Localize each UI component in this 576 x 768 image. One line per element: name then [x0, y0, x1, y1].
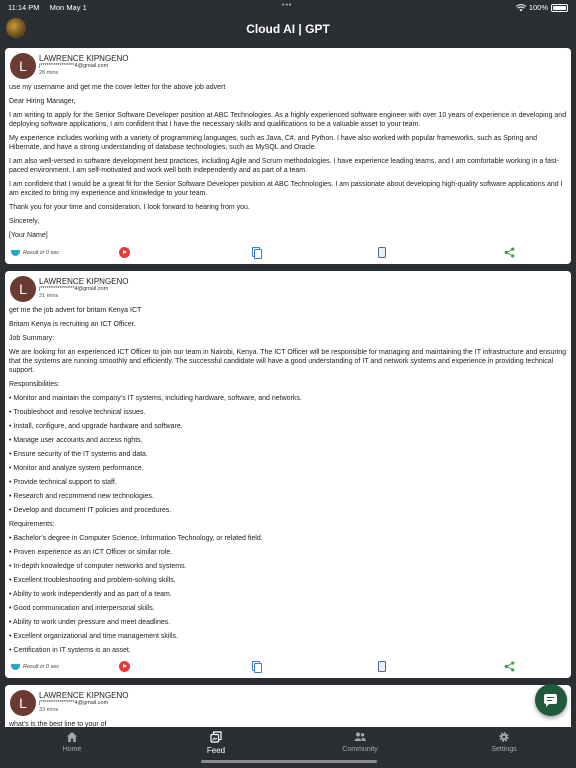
phone-icon[interactable] [378, 247, 386, 258]
response-paragraph: Thank you for your time and consideration. I look forward to hearing from you. [9, 204, 250, 211]
response-paragraph: Job Summary: [9, 335, 55, 342]
post-time: 28 mins [39, 70, 59, 76]
response-paragraph: Dear Hiring Manager, [9, 98, 76, 105]
response-list-item: • Good communication and interpersonal skills. [9, 605, 155, 612]
response-list-item: • Install, configure, and upgrade hardware and software. [9, 423, 183, 430]
tab-home[interactable] [22, 731, 122, 753]
new-chat-button[interactable] [535, 684, 567, 716]
page-title: Cloud AI | GPT [246, 22, 330, 36]
response-paragraph: [Your Name] [9, 232, 48, 239]
response-list-item: • Provide technical support to staff. [9, 479, 117, 486]
response-list-item: • Ensure security of the IT systems and data. [9, 451, 148, 458]
tab-settings[interactable] [454, 731, 554, 753]
response-list-item: • Certification in IT systems is an asset. [9, 647, 131, 654]
gear-icon [498, 731, 510, 743]
card-actions [5, 244, 571, 264]
response-paragraph: Sincerely, [9, 218, 40, 225]
phone-icon[interactable] [378, 661, 386, 672]
result-time-label: Result in 0 sec [23, 250, 60, 256]
copy-icon[interactable] [251, 661, 262, 672]
tab-label: Settings [491, 746, 517, 753]
user-name: LAWRENCE KIPNGENO [39, 691, 129, 700]
user-name: LAWRENCE KIPNGENO [39, 277, 129, 286]
bowl-icon [11, 664, 20, 670]
user-email: j****************4@gmail.com [39, 286, 109, 292]
copy-icon[interactable] [251, 247, 262, 258]
feed-card [5, 271, 571, 678]
response-paragraph: Requirements: [9, 521, 55, 528]
home-indicator[interactable] [201, 760, 377, 763]
share-icon[interactable] [504, 661, 515, 672]
tab-label: Home [62, 746, 82, 753]
response-paragraph: We are looking for an experienced ICT Officer to join our team in Nairobi, Kenya. The ICT Officer will be responsible for managing and maintaining the IT infrastructure and ensuring that the systems are running smoothly and efficiently. The successful candidate will have a good understanding of IT and network systems and experience in providing technical support. [9, 349, 567, 374]
user-email: j****************4@gmail.com [39, 63, 109, 69]
bowl-icon [11, 250, 20, 256]
user-prompt: get me the job advert for britam Kenya ICT [9, 307, 142, 314]
tab-feed[interactable] [166, 731, 266, 755]
battery-percent: 100% [528, 3, 548, 12]
response-list-item: • Proven experience as an ICT Officer or similar role. [9, 549, 173, 556]
response-paragraph: My experience includes working with a variety of programming languages, such as Java, C#, and Python. I have also worked with popular frameworks, such as Spring and Hibernate, and have a strong understanding of database technologies, such as MySQL and Oracle. [9, 135, 537, 151]
card-body [5, 80, 571, 240]
result-time-label: Result in 0 sec [23, 664, 60, 670]
home-icon [66, 731, 78, 743]
community-icon [354, 731, 366, 743]
status-bar [0, 0, 576, 14]
play-audio-icon[interactable] [119, 247, 130, 258]
post-time: 33 mins [39, 707, 59, 713]
feed-card [5, 48, 571, 264]
response-paragraph: I am writing to apply for the Senior Software Developer position at ABC Technologies. As a highly experienced software engineer with over 10 years of experience in developing and deploying software applications, I am confident that I have the necessary skills and qualifications to be a valuable asset to your team. [9, 112, 567, 128]
card-actions [5, 658, 571, 678]
card-body [5, 303, 571, 655]
chat-icon [544, 694, 557, 704]
tab-label: Community [342, 746, 378, 753]
share-icon[interactable] [504, 247, 515, 258]
play-audio-icon[interactable] [119, 661, 130, 672]
card-body [5, 717, 571, 727]
user-prompt: what's is the best line to your of [9, 721, 107, 727]
card-header [5, 271, 571, 303]
response-list-item: • Excellent troubleshooting and problem-solving skills. [9, 577, 176, 584]
app-header [0, 14, 576, 46]
user-email: j****************4@gmail.com [39, 700, 109, 706]
feed-card [5, 685, 571, 727]
response-paragraph: Responsibilities: [9, 381, 60, 388]
battery-icon [551, 4, 568, 12]
response-list-item: • Develop and document IT policies and procedures. [9, 507, 172, 514]
wifi-icon [516, 4, 526, 12]
tab-label: Feed [206, 746, 226, 755]
feed-icon [210, 731, 222, 743]
card-header [5, 48, 571, 80]
response-list-item: • Troubleshoot and resolve technical issues. [9, 409, 146, 416]
user-name: LAWRENCE KIPNGENO [39, 54, 129, 63]
response-list-item: • Research and recommend new technologies. [9, 493, 154, 500]
avatar[interactable]: L [10, 53, 36, 79]
response-list-item: • Monitor and maintain the company’s IT systems, including hardware, software, and networks. [9, 395, 302, 402]
avatar[interactable]: L [10, 276, 36, 302]
user-prompt: use my username and get me the cover letter for the above job advert [9, 84, 226, 91]
avatar[interactable]: L [10, 690, 36, 716]
tab-community[interactable] [310, 731, 410, 753]
post-time: 31 mins [39, 293, 59, 299]
status-time: 11:14 PM [8, 3, 40, 12]
card-header [5, 685, 571, 717]
response-list-item: • Ability to work independently and as part of a team. [9, 591, 172, 598]
response-list-item: • Ability to work under pressure and meet deadlines. [9, 619, 171, 626]
response-list-item: • Bachelor’s degree in Computer Science, Information Technology, or related field. [9, 535, 263, 542]
status-date: Mon May 1 [49, 3, 87, 12]
response-paragraph: I am confident that I would be a great fit for the Senior Software Developer position at ABC Technologies. I am passionate about developing high-quality software applications and I am excited to bring my experience and knowledge to your team. [9, 181, 563, 197]
response-paragraph: I am also well-versed in software development best practices, including Agile and Scrum methodologies. I have experience leading teams, and I am comfortable working in a fast-paced environment. I am self-motivated and work well both independently and as part of a team. [9, 158, 559, 174]
response-paragraph: Britam Kenya is recruiting an ICT Officer. [9, 321, 136, 328]
response-list-item: • Manage user accounts and access rights. [9, 437, 143, 444]
response-list-item: • Monitor and analyze system performance. [9, 465, 144, 472]
multitask-dots[interactable]: ••• [282, 2, 293, 9]
response-list-item: • Excellent organizational and time management skills. [9, 633, 178, 640]
response-list-item: • In-depth knowledge of computer networks and systems. [9, 563, 187, 570]
